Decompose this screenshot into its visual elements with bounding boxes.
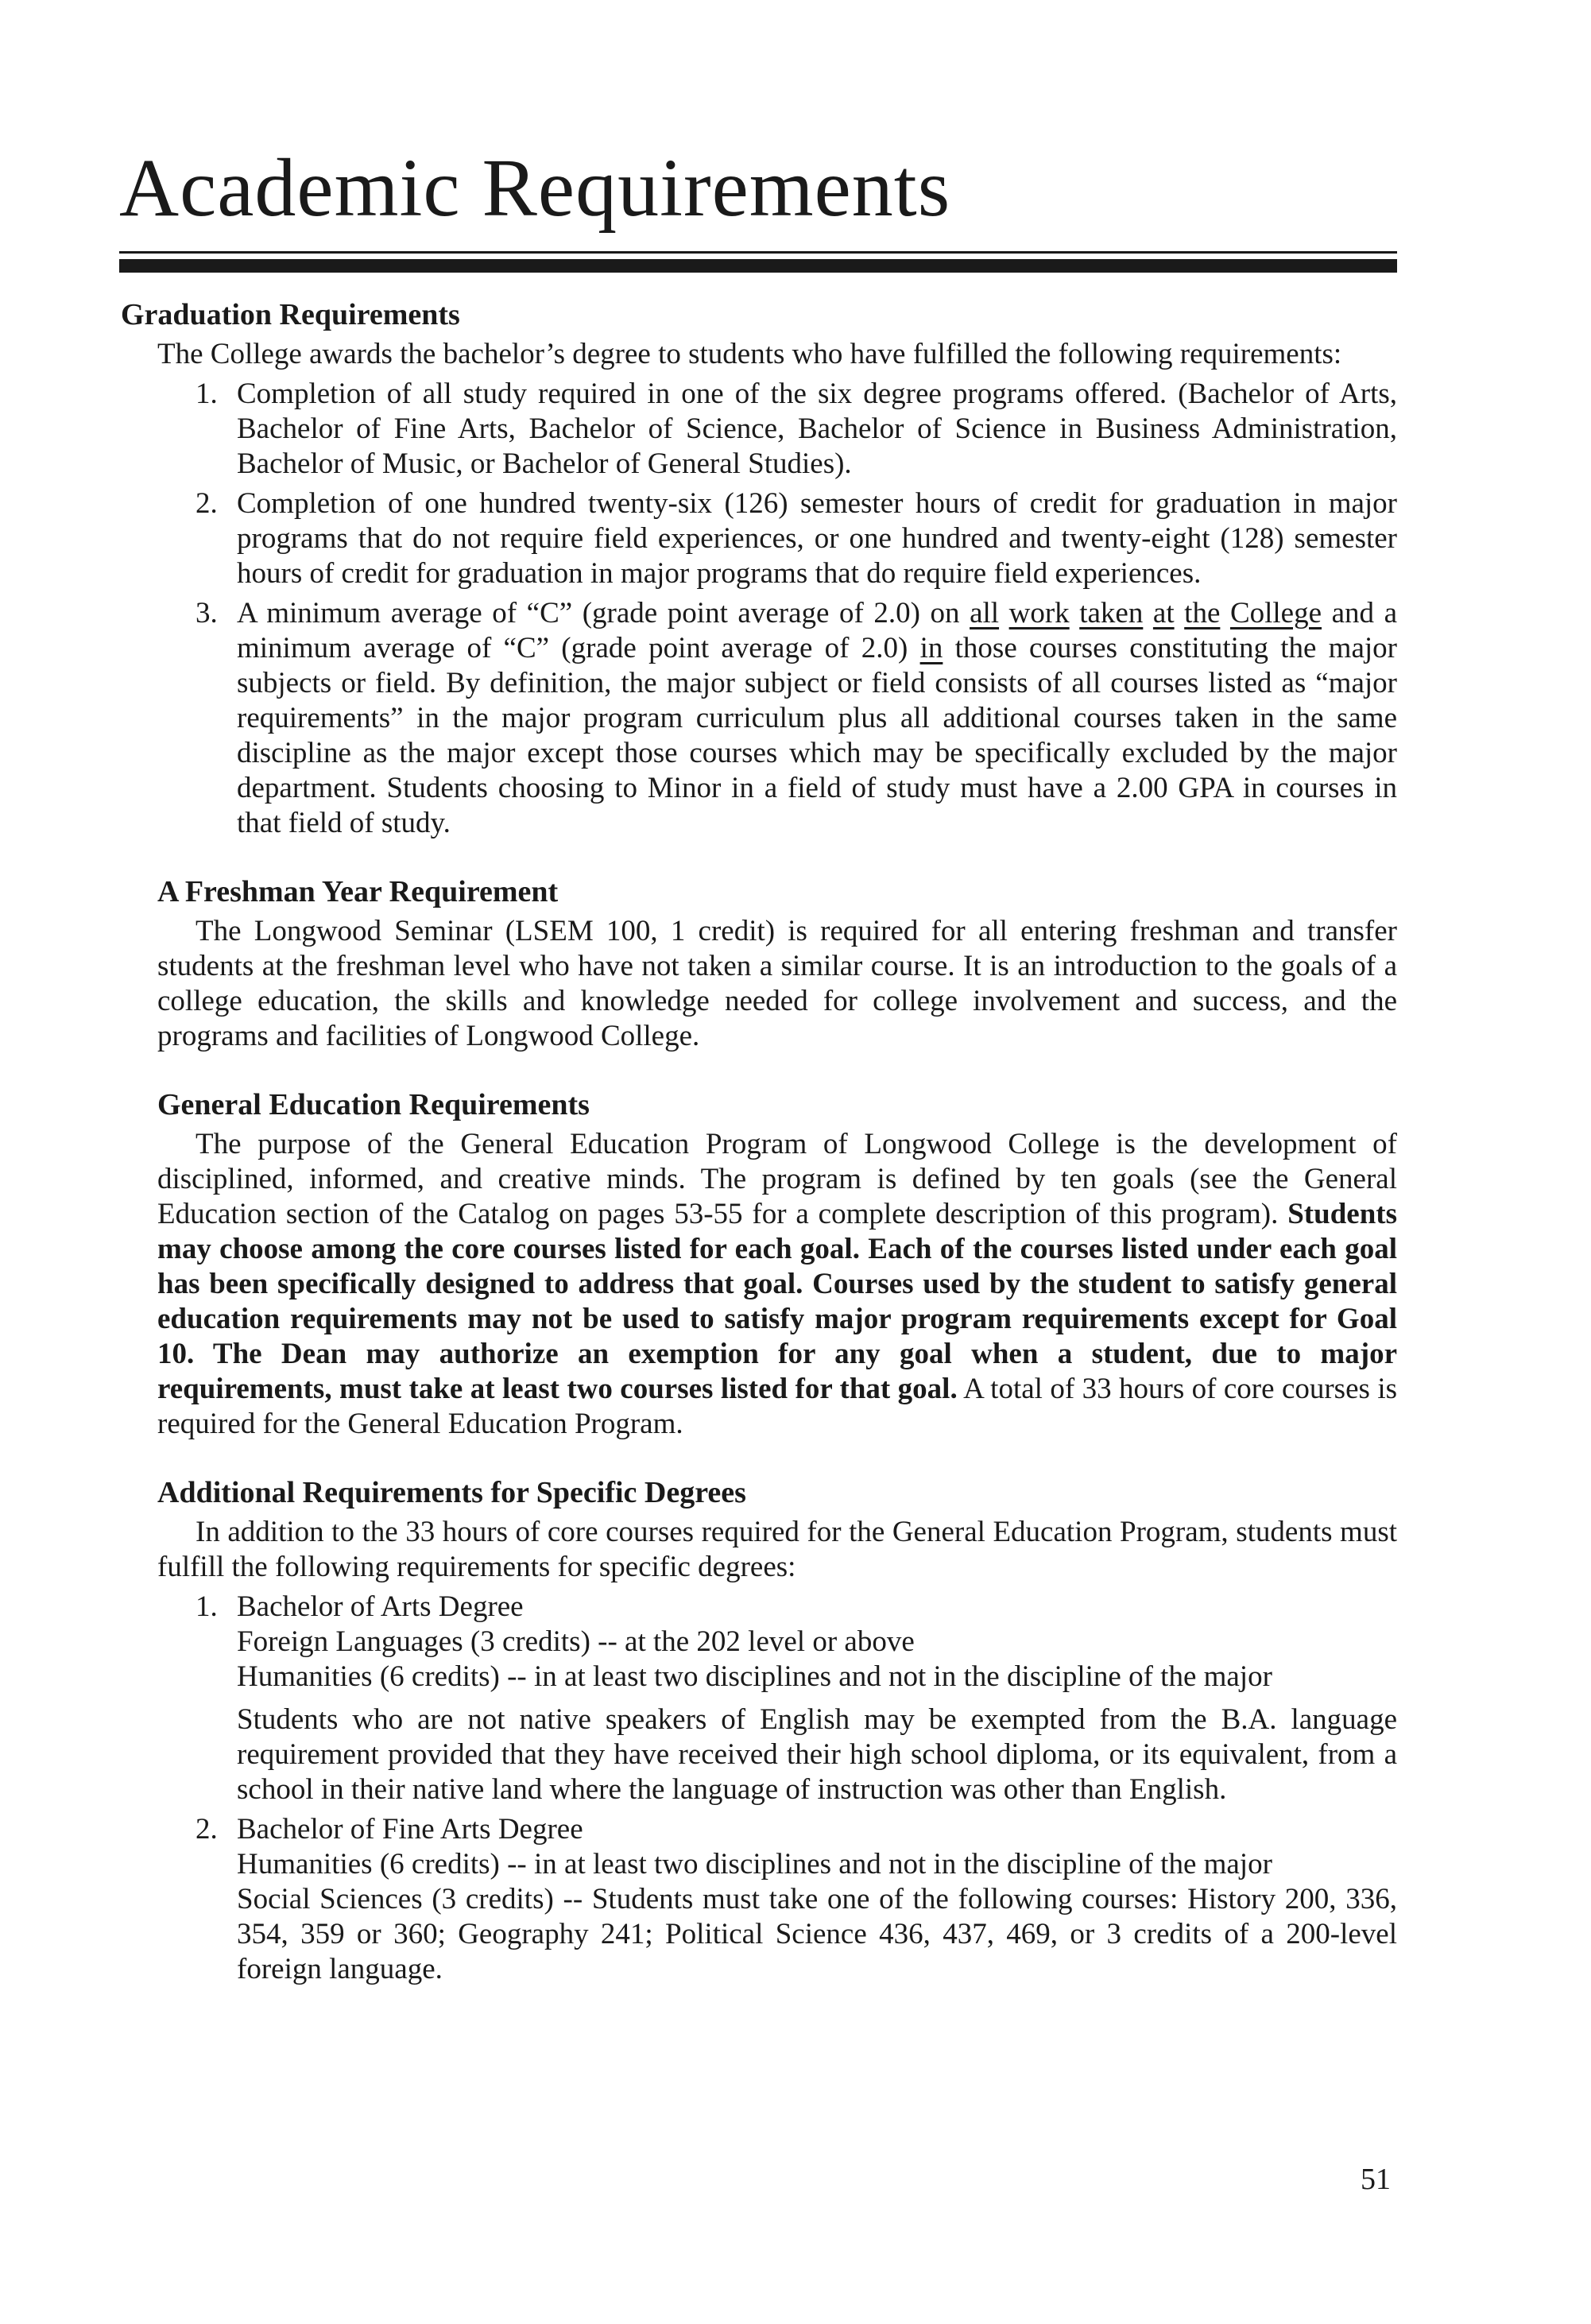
general-education-text: [157, 1127, 1397, 1442]
title-rule-thin: [119, 251, 1397, 254]
underlined-word: in: [919, 632, 943, 664]
section-heading-additional: Additional Requirements for Specific Degrees: [157, 1476, 746, 1509]
list-item-text: Completion of all study required in one of the six degree programs offered. (Bachelor of Arts, Bachelor of Fine Arts, Bachelor of Science, Bachelor of Science in Business Administration, Bachelor of Music, or Bachelor of General Studies).: [237, 378, 1397, 480]
list-item-text: A minimum average of “C” (grade point average of 2.0) on: [237, 597, 970, 629]
freshman-text: The Longwood Seminar (LSEM 100, 1 credit) is required for all entering freshman and transfer students at the freshman level who have not taken a similar course. It is an introduction to the goals of a college education, the skills and knowledge needed for college involvement and success, and the programs and facilities of Longwood College.: [157, 915, 1397, 1052]
additional-section: [157, 1474, 1397, 1987]
list-number: 2.: [195, 1813, 218, 1846]
degree-requirement-line: Social Sciences (3 credits) -- Students must take one of the following courses: History 200, 336, 354, 359 or 360; Geography 241; Political Science 436, 437, 469, or 3 credits of a 200-level foreign language.: [237, 1883, 1397, 1985]
degree-title: Bachelor of Arts Degree: [237, 1590, 524, 1623]
underlined-word: work: [1008, 597, 1070, 629]
graduation-item-2: [157, 486, 1397, 591]
list-item-text: those courses constituting the major subjects or field. By definition, the major subject or field consists of all courses listed as “major requirements” in the major program curriculum plus all additional courses taken in the same discipline as the major except those courses which may be specifically excluded by the major department. Students choosing to Minor in a field of study must have a 2.00 GPA in courses in that field of study.: [237, 632, 1397, 839]
list-item-text: Completion of one hundred twenty-six (126) semester hours of credit for graduation in major programs that do not require field experiences, or one hundred and twenty-eight (128) semester hours of credit for graduation in major programs that do require field experiences.: [237, 487, 1397, 590]
additional-item-2: [157, 1812, 1397, 1987]
graduation-intro: The College awards the bachelor’s degree to students who have fulfilled the following requirements:: [157, 338, 1342, 370]
page-content: [121, 296, 1397, 1992]
additional-intro: In addition to the 33 hours of core courses required for the General Education Program, students must fulfill the following requirements for specific degrees:: [157, 1516, 1397, 1583]
degree-requirement-line: Foreign Languages (3 credits) -- at the 202 level or above: [237, 1625, 915, 1658]
section-heading-general-education: General Education Requirements: [157, 1088, 590, 1121]
general-education-text-bold: Students may choose among the core courses listed for each goal. Each of the courses listed under each goal has been specifically designed to address that goal. Courses used by the student to satisfy general education requirements may not be used to satisfy major program requirements except for Goal 10. The Dean may authorize an exemption for any goal when a student, due to major requirements, must take at least two courses listed for that goal.: [157, 1198, 1397, 1405]
section-heading-graduation: Graduation Requirements: [121, 298, 460, 331]
list-number: 1.: [195, 378, 218, 410]
general-education-section: [157, 1086, 1397, 1442]
degree-requirement-line: Humanities (6 credits) -- in at least two disciplines and not in the discipline of the major: [237, 1660, 1272, 1693]
underlined-word: the: [1184, 597, 1221, 629]
degree-title: Bachelor of Fine Arts Degree: [237, 1813, 583, 1846]
underlined-word: College: [1229, 597, 1322, 629]
degree-note: Students who are not native speakers of English may be exempted from the B.A. language requirement provided that they have received their high school diploma, or its equivalent, from a school in their native land where the language of instruction was other than English.: [237, 1703, 1397, 1806]
additional-list: [157, 1590, 1397, 1987]
list-number: 3.: [195, 597, 218, 629]
graduation-section: [121, 296, 1397, 841]
list-number: 1.: [195, 1590, 218, 1623]
graduation-item-1: [157, 377, 1397, 482]
page-title: Academic Requirements: [119, 142, 951, 234]
graduation-item-3: [157, 596, 1397, 841]
list-item-text: and a minimum average of “C” (grade point average of 2.0): [237, 597, 1397, 664]
freshman-section: [157, 873, 1397, 1054]
general-education-text-b: A total of 33 hours of core courses is required for the General Education Program.: [157, 1373, 1397, 1440]
underlined-word: all: [970, 597, 1000, 629]
additional-item-1: [157, 1590, 1397, 1807]
underlined-word: taken: [1079, 597, 1144, 629]
page-number: 51: [1361, 2163, 1391, 2196]
graduation-list: [157, 377, 1397, 841]
list-number: 2.: [195, 487, 218, 520]
section-heading-freshman: A Freshman Year Requirement: [157, 875, 559, 908]
general-education-text-a: The purpose of the General Education Program of Longwood College is the development of disciplined, informed, and creative minds. The program is defined by ten goals (see the General Education section of the Catalog on pages 53-55 for a complete description of this program).: [157, 1128, 1397, 1230]
degree-requirement-line: Humanities (6 credits) -- in at least two disciplines and not in the discipline of the major: [237, 1848, 1272, 1881]
underlined-word: at: [1152, 597, 1175, 629]
title-rule-thick: [119, 259, 1397, 273]
